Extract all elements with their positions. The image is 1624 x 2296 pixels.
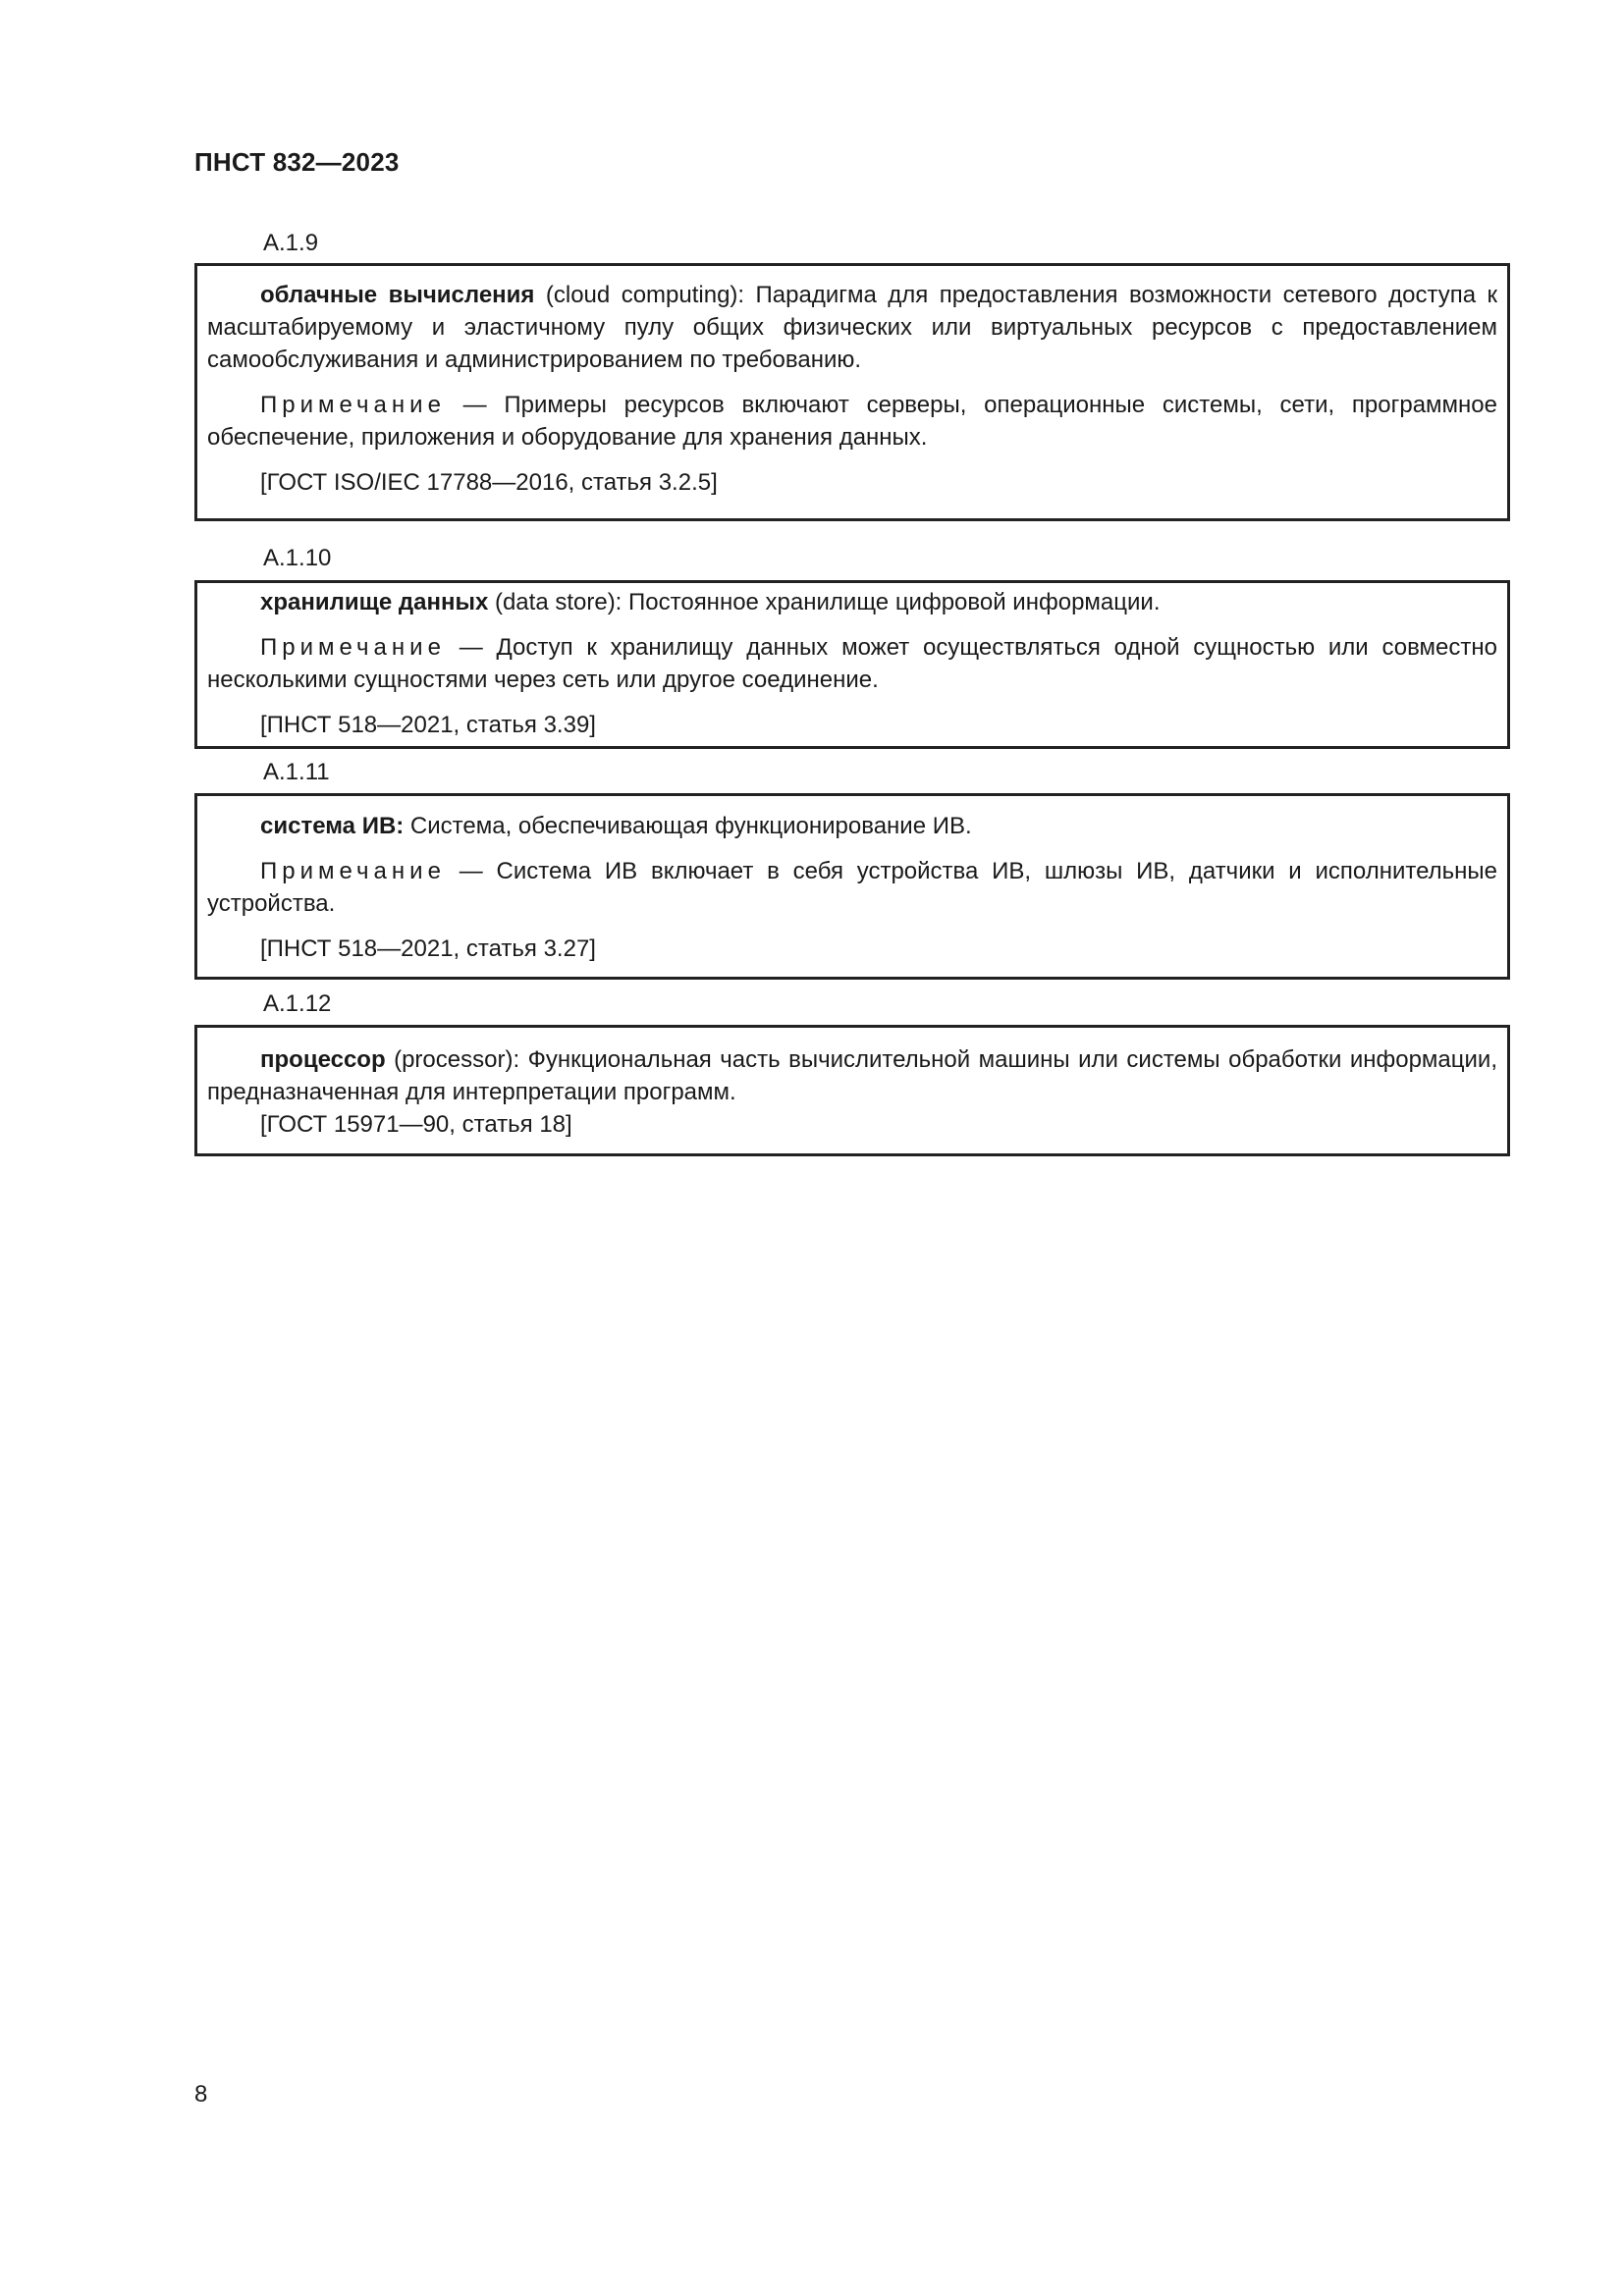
note-paragraph xyxy=(207,389,1497,454)
entry-number: А.1.10 xyxy=(263,545,332,571)
definition-text: Система, обеспечивающая функционирование ИВ. xyxy=(404,813,972,839)
note-label: Примечание xyxy=(260,634,446,661)
note-text: — Система ИВ включает в себя устройства ИВ, шлюзы ИВ, датчики и исполнительные устройства. xyxy=(207,858,1497,917)
entry-number: А.1.12 xyxy=(263,990,332,1017)
definition-paragraph xyxy=(207,810,1497,842)
note-paragraph xyxy=(207,631,1497,696)
source-reference: [ГОСТ ISO/IEC 17788—2016, статья 3.2.5] xyxy=(260,469,718,496)
note-text: — Доступ к хранилищу данных может осуществляться одной сущностью или совместно несколькими сущностями через сеть или другое соединение. xyxy=(207,634,1497,693)
definition-paragraph xyxy=(207,586,1497,618)
source-reference: [ПНСТ 518—2021, статья 3.39] xyxy=(260,712,596,738)
source-reference: [ГОСТ 15971—90, статья 18] xyxy=(260,1111,572,1138)
term: процессор xyxy=(260,1046,386,1073)
term: облачные вычисления xyxy=(260,282,535,308)
entry-number: А.1.11 xyxy=(263,759,330,785)
definition-box xyxy=(194,793,1510,980)
definition-box xyxy=(194,580,1510,749)
source-reference: [ПНСТ 518—2021, статья 3.27] xyxy=(260,935,596,962)
page-number: 8 xyxy=(194,2081,208,2108)
term: система ИВ: xyxy=(260,813,405,839)
definition-text: (processor): Функциональная часть вычислительной машины или системы обработки информации, предназначенная для интерпретации программ. xyxy=(207,1046,1497,1105)
definition-text: (cloud computing): Парадигма для предоставления возможности сетевого доступа к масштабируемому и эластичному пулу общих физических или виртуальных ресурсов с предоставлением самообслуживания и администрированием по требованию. xyxy=(207,282,1497,373)
definition-paragraph xyxy=(207,279,1497,376)
note-label: Примечание xyxy=(260,392,446,418)
note-paragraph xyxy=(207,855,1497,920)
definition-box xyxy=(194,1025,1510,1156)
definition-box xyxy=(194,263,1510,521)
definition-text: (data store): Постоянное хранилище цифровой информации. xyxy=(488,589,1161,615)
definition-paragraph xyxy=(207,1043,1497,1108)
term: хранилище данных xyxy=(260,589,489,615)
note-text: — Примеры ресурсов включают серверы, операционные системы, сети, программное обеспечение, приложения и оборудование для хранения данных. xyxy=(207,392,1497,451)
document-header: ПНСТ 832—2023 xyxy=(194,147,400,177)
note-label: Примечание xyxy=(260,858,446,884)
entry-number: А.1.9 xyxy=(263,230,319,256)
